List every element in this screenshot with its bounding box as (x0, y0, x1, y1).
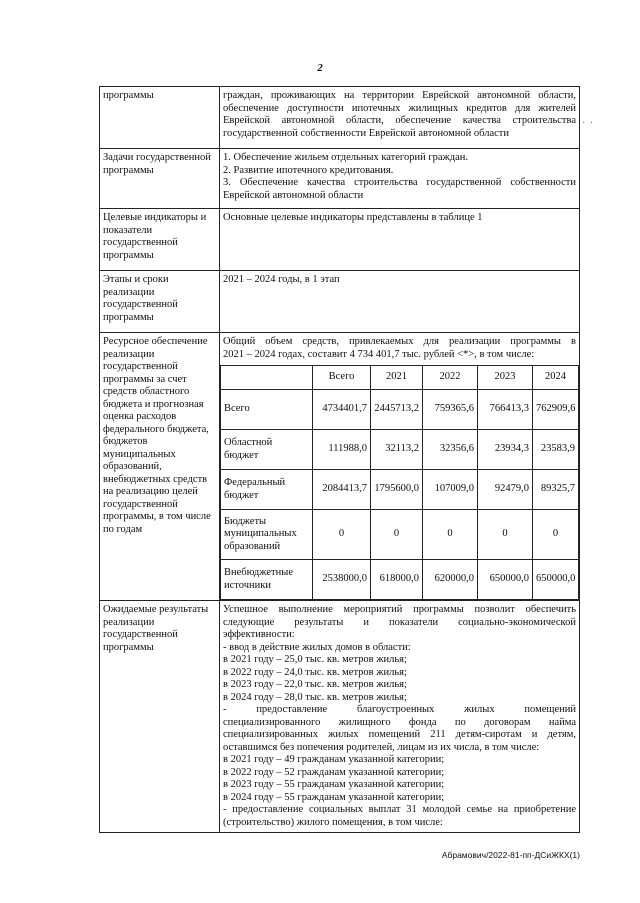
funding-row-name: Всего (221, 390, 313, 430)
results-line: в 2022 году – 24,0 тыс. кв. метров жилья; (223, 666, 407, 678)
funding-table (220, 365, 579, 600)
funding-cell: 2084413,7 (313, 470, 371, 510)
goals-line: граждан, проживающих на территории Еврейской автономной области, (223, 90, 576, 101)
results-line: в 2021 году – 25,0 тыс. кв. метров жилья; (223, 654, 407, 665)
results-content (220, 601, 580, 833)
document-footer-code: Абрамович/2022-81-пп-ДСиЖКХ(1) (441, 850, 580, 860)
funding-header-cell: 2021 (371, 366, 423, 390)
funding-row-municipal (221, 510, 579, 560)
row-results (100, 601, 580, 833)
tasks-label: Задачи государственной программы (100, 149, 220, 209)
results-line: специализированных жилых помещений 211 детям-сиротам и детям, (223, 729, 576, 740)
funding-row-name: Бюджеты муниципальных образований (221, 510, 313, 560)
indicators-content: Основные целевые индикаторы представлены в таблице 1 (220, 209, 580, 271)
results-line: в 2023 году – 55 гражданам указанной категории; (223, 779, 445, 790)
funding-header-cell: Всего (313, 366, 371, 390)
resources-intro-line: Общий объем средств, привлекаемых для реализации программы в (223, 336, 576, 347)
results-line: эффективности: (223, 629, 295, 640)
funding-row-extrabudgetary (221, 560, 579, 600)
funding-cell: 23583,9 (533, 430, 579, 470)
funding-header-cell: 2022 (423, 366, 478, 390)
funding-cell: 23934,3 (478, 430, 533, 470)
tasks-line: 1. Обеспечение жильем отдельных категорий граждан. (223, 152, 469, 163)
funding-row-total (221, 390, 579, 430)
goals-label: программы (100, 87, 220, 149)
funding-cell: 0 (533, 510, 579, 560)
funding-cell: 32356,6 (423, 430, 478, 470)
resources-intro-line: 2021 – 2024 годах, составит 4 734 401,7 тыс. рублей <*>, в том числе: (223, 348, 535, 360)
funding-cell: 759365,6 (423, 390, 478, 430)
row-stages (100, 271, 580, 333)
funding-cell: 111988,0 (313, 430, 371, 470)
funding-cell: 1795600,0 (371, 470, 423, 510)
results-line: в 2021 году – 49 гражданам указанной категории; (223, 754, 445, 765)
row-tasks (100, 149, 580, 209)
results-line: - предоставление благоустроенных жилых помещений (223, 704, 576, 715)
results-line: следующие результаты и показатели социально-экономической (223, 616, 576, 628)
funding-header-cell (221, 366, 313, 390)
funding-cell: 0 (423, 510, 478, 560)
results-line: (строительство) жилого помещения, в том числе: (223, 816, 443, 828)
stages-content: 2021 – 2024 годы, в 1 этап (220, 271, 580, 333)
funding-cell: 650000,0 (478, 560, 533, 600)
results-line: оставшимся без попечения родителей, лицам из их числа, в том числе: (223, 741, 540, 753)
results-line: - ввод в действие жилых домов в области: (223, 641, 411, 653)
funding-cell: 2538000,0 (313, 560, 371, 600)
results-line: - предоставление социальных выплат 31 молодой семье на приобретение (223, 804, 576, 815)
funding-header-row (221, 366, 579, 390)
resources-label: Ресурсное обеспечение реализации государственной программы за счет средств областного бюджета и прогнозная оценка расходов федерального бюджета, бюджетов муниципальных образований, внебюджетных средств на реализацию целей государственной программы, в том числе по годам (100, 333, 220, 601)
funding-row-name: Внебюджетные источники (221, 560, 313, 600)
funding-cell: 620000,0 (423, 560, 478, 600)
goals-content (220, 87, 580, 149)
margin-mark: · · (582, 118, 595, 129)
funding-header-cell: 2024 (533, 366, 579, 390)
funding-cell: 650000,0 (533, 560, 579, 600)
tasks-line: 3. Обеспечение качества строительства государственной собственности (223, 177, 576, 188)
results-line: в 2022 году – 52 гражданам указанной категории; (223, 766, 445, 778)
funding-cell: 0 (313, 510, 371, 560)
funding-row-regional (221, 430, 579, 470)
funding-cell: 0 (371, 510, 423, 560)
funding-cell: 618000,0 (371, 560, 423, 600)
row-goals (100, 87, 580, 149)
funding-row-name: Областной бюджет (221, 430, 313, 470)
results-line: в 2023 году – 22,0 тыс. кв. метров жилья; (223, 679, 407, 690)
funding-row-name: Федеральный бюджет (221, 470, 313, 510)
stages-label: Этапы и сроки реализации государственной программы (100, 271, 220, 333)
row-resources (100, 333, 580, 601)
indicators-label: Целевые индикаторы и показатели государственной программы (100, 209, 220, 271)
goals-line: Еврейской автономной области, обеспечение качества строительства (223, 115, 576, 126)
funding-cell: 4734401,7 (313, 390, 371, 430)
funding-cell: 32113,2 (371, 430, 423, 470)
funding-cell: 92479,0 (478, 470, 533, 510)
results-line: в 2024 году – 28,0 тыс. кв. метров жилья; (223, 691, 407, 703)
funding-cell: 89325,7 (533, 470, 579, 510)
passport-table (99, 86, 580, 833)
funding-cell: 766413,3 (478, 390, 533, 430)
funding-cell: 2445713,2 (371, 390, 423, 430)
funding-cell: 762909,6 (533, 390, 579, 430)
funding-cell: 0 (478, 510, 533, 560)
funding-header-cell: 2023 (478, 366, 533, 390)
results-line: в 2024 году – 55 гражданам указанной категории; (223, 791, 445, 803)
goals-line: государственной собственности Еврейской автономной области (223, 127, 509, 139)
funding-row-federal (221, 470, 579, 510)
goals-line: обеспечение доступности ипотечных жилищных кредитов для жителей (223, 102, 576, 114)
results-label: Ожидаемые результаты реализации государственной программы (100, 601, 220, 833)
resources-content (220, 333, 580, 601)
tasks-content (220, 149, 580, 209)
funding-cell: 107009,0 (423, 470, 478, 510)
tasks-line: Еврейской автономной области (223, 189, 364, 201)
results-line: Успешное выполнение мероприятий программы позволит обеспечить (223, 604, 576, 615)
results-line: специализированного жилищного фонда по договорам найма (223, 716, 576, 728)
page-number: 2 (317, 62, 323, 74)
row-indicators (100, 209, 580, 271)
tasks-line: 2. Развитие ипотечного кредитования. (223, 164, 394, 176)
